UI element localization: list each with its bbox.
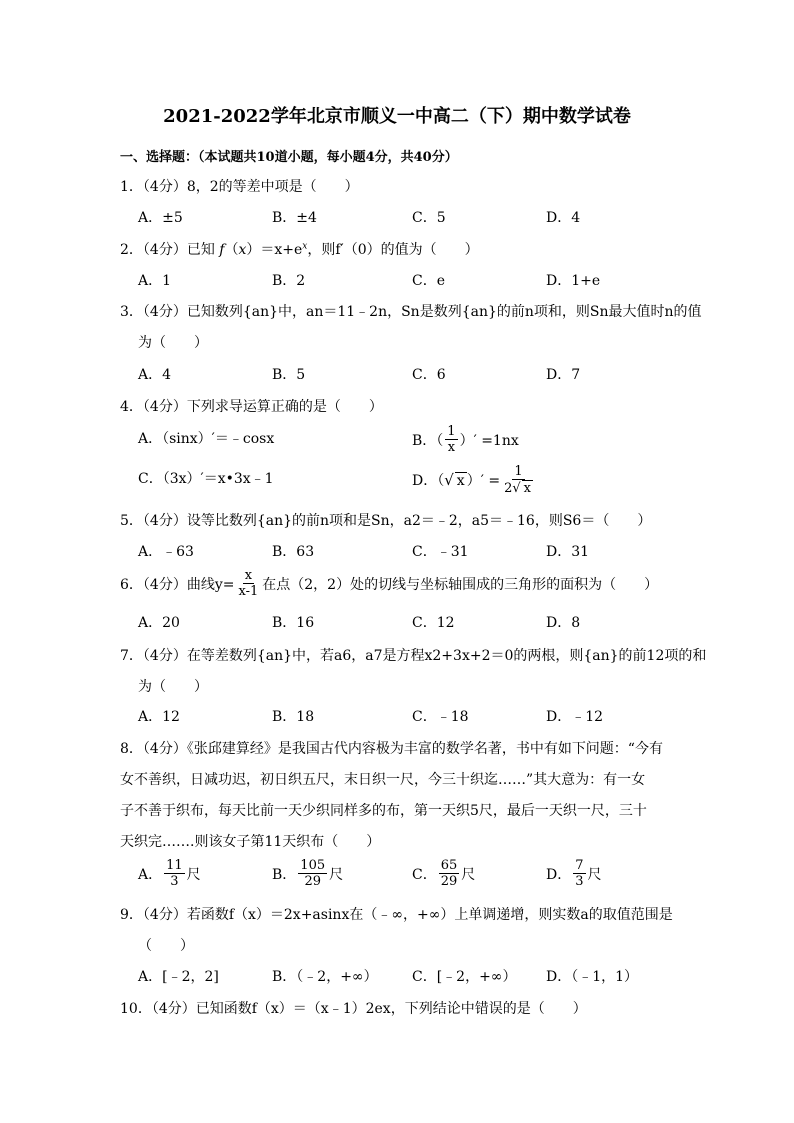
- option-c: C． $\frac{65}{29}$ 尺: [412, 858, 476, 889]
- option-d: D． $\frac{7}{3}$ 尺: [546, 858, 602, 889]
- option-d: D．31: [546, 544, 590, 560]
- question-8-line2: 女不善织，日减功迟，初日织五尺，末日织一尺，今三十织迄……”其大意为：有一女: [120, 772, 646, 788]
- option-b: B．63: [272, 544, 315, 560]
- option-c: C．e: [412, 273, 445, 289]
- question-4: 4．（4分）下列求导运算正确的是（ ）: [120, 399, 383, 415]
- question-7: 7．（4分）在等差数列{an}中，若a6，a7是方程x2+3x+2＝0的两根，则{an}的前12项的和: [120, 648, 707, 664]
- question-6-options: [138, 612, 698, 642]
- option-b: B．±4: [272, 210, 317, 226]
- question-10: 10．（4分）已知函数f（x）＝（x﹣1）2ex，下列结论中错误的是（ ）: [120, 1001, 587, 1017]
- option-b: B．5: [272, 367, 306, 383]
- option-a: A．12: [138, 709, 180, 725]
- option-b: B． $\frac{105}{29}$ 尺: [272, 858, 344, 889]
- page-title: 2021-2022学年北京市顺义一中高二（下）期中数学试卷: [163, 106, 631, 127]
- option-a: A．（sinx）′＝﹣cosx: [138, 431, 275, 447]
- option-b: B．18: [272, 709, 315, 725]
- question-9: 9．（4分）若函数f（x）＝2x+asinx在（﹣∞，+∞）上单调递增，则实数a的取值范围是: [120, 907, 673, 923]
- option-a: A．1: [138, 273, 172, 289]
- question-8-line3: 子不善于织布，每天比前一天少织同样多的布，第一天织5尺，最后一天织一尺，三十: [120, 803, 647, 819]
- question-3-options: [138, 364, 698, 394]
- question-9-options: [138, 966, 698, 996]
- question-2-options: [138, 270, 698, 300]
- fraction: $\frac{1}{2√ x}$: [504, 464, 531, 496]
- option-a: A．﹣63: [138, 544, 194, 560]
- option-a: A．4: [138, 367, 172, 383]
- option-d: D．4: [546, 210, 581, 226]
- option-d: D．8: [546, 615, 581, 631]
- question-4-options-row1: [138, 424, 698, 454]
- fraction: $\frac{x}{x-1}$: [238, 568, 259, 599]
- option-c: C．[﹣2，+∞）: [412, 969, 517, 985]
- question-7-cont: 为（ ）: [138, 679, 208, 695]
- option-c: C．（3x）′＝x•3x﹣1: [138, 471, 274, 487]
- question-8: 8．（4分）《张邱建算经》是我国古代内容极为丰富的数学名著，书中有如下问题：“今有: [120, 741, 663, 757]
- option-b: B．16: [272, 615, 315, 631]
- question-4-options-row2: [138, 464, 698, 494]
- question-5: 5．（4分）设等比数列{an}的前n项和是Sn，a2＝﹣2，a5＝﹣16，则S6＝（ ）: [120, 513, 652, 529]
- option-a: A．±5: [138, 210, 183, 226]
- option-c: C．6: [412, 367, 446, 383]
- question-8-options: [138, 858, 698, 894]
- question-5-options: [138, 541, 698, 571]
- question-6: 6．（4分）曲线y= $\frac{x}{x-1}$ 在点（2，2）处的切线与坐标轴围成的三角形的面积为（ ）: [120, 568, 659, 599]
- option-d: D．（﹣1，1）: [546, 969, 639, 985]
- option-a: A．[﹣2，2]: [138, 969, 219, 985]
- option-d: D．7: [546, 367, 581, 383]
- question-7-options: [138, 706, 698, 736]
- question-3-cont: 为（ ）: [138, 335, 208, 351]
- fraction: $\frac{1}{x}$: [447, 424, 456, 455]
- option-c: C．12: [412, 615, 455, 631]
- option-a: A．20: [138, 615, 180, 631]
- question-3: 3．（4分）已知数列{an}中，an＝11﹣2n，Sn是数列{an}的前n项和，则Sn最大值时n的值: [120, 304, 702, 320]
- question-2: 2．（4分）已知 $f(x)=x+e^x$，则f′（0）的值为（ ）: [120, 241, 479, 258]
- option-d: D．﹣12: [546, 709, 604, 725]
- question-1-options: [138, 207, 698, 237]
- question-1: 1．（4分）8，2的等差中项是（ ）: [120, 179, 359, 195]
- option-b: B．2: [272, 273, 306, 289]
- question-8-line4: 天织完…….则该女子第11天织布（ ）: [120, 834, 381, 850]
- option-c: C．5: [412, 210, 446, 226]
- option-c: C．﹣18: [412, 709, 469, 725]
- option-b: B．（﹣2，+∞）: [272, 969, 378, 985]
- option-d: D．1+e: [546, 273, 601, 289]
- option-c: C．﹣31: [412, 544, 469, 560]
- option-b: B．（ $\frac{1}{x}$ ）′ =1nx: [412, 424, 519, 455]
- option-a: A． $\frac{11}{3}$ 尺: [138, 858, 201, 889]
- section-heading: 一、选择题：（本试题共10道小题，每小题4分，共40分）: [120, 150, 458, 165]
- option-d: D．（ √ x ）′ = $\frac{1}{2√ x}$: [412, 464, 537, 496]
- question-9-cont: （ ）: [138, 938, 194, 954]
